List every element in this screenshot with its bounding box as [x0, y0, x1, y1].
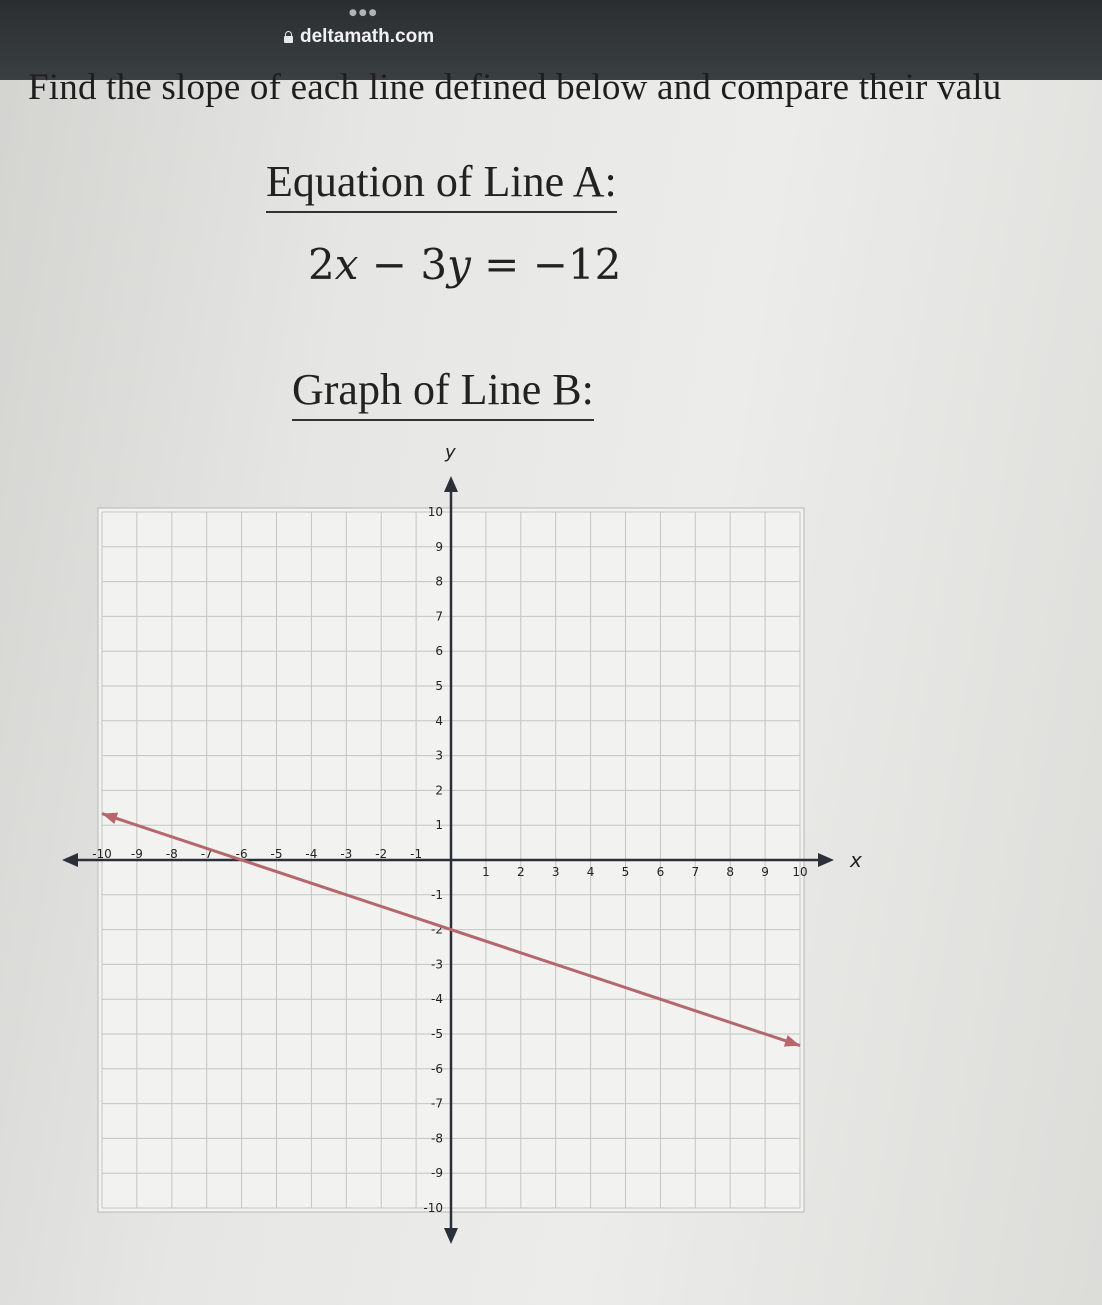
line-b-heading: Graph of Line B:	[292, 364, 594, 421]
eq-coef-x: 2	[308, 240, 335, 289]
y-tick-label: -1	[431, 887, 443, 902]
x-axis-right-arrow-icon	[818, 853, 834, 867]
url-text[interactable]: deltamath.com	[300, 26, 435, 47]
eq-var-y: y	[447, 240, 471, 289]
y-axis-down-arrow-icon	[444, 1228, 458, 1244]
y-tick-label: 10	[427, 505, 443, 519]
question-instructions: Find the slope of each line defined below and compare their valu	[28, 67, 1002, 108]
y-tick-label: 4	[435, 713, 443, 728]
x-tick-label: 5	[621, 865, 630, 879]
eq-var-x: x	[334, 240, 359, 289]
x-tick-label: -8	[165, 847, 178, 861]
x-tick-label: 6	[656, 865, 665, 879]
x-tick-label: -10	[92, 847, 112, 861]
y-tick-label: 5	[435, 679, 443, 693]
x-tick-label: 4	[586, 865, 595, 879]
x-tick-label: 7	[691, 865, 700, 879]
y-tick-label: 6	[435, 644, 443, 659]
y-tick-label: -4	[431, 992, 443, 1007]
eq-minus: −	[371, 240, 407, 289]
x-tick-label: -2	[375, 847, 388, 861]
y-tick-label: -3	[431, 957, 443, 972]
x-tick-label: -4	[305, 847, 318, 861]
eq-equals: =	[484, 240, 520, 289]
x-tick-label: -9	[130, 847, 143, 861]
x-tick-label: 3	[551, 865, 560, 879]
x-tick-label: -3	[340, 847, 353, 861]
x-tick-label: 2	[516, 865, 525, 879]
y-tick-label: 8	[435, 574, 443, 589]
y-axis-up-arrow-icon	[444, 476, 458, 492]
eq-rhs: −12	[532, 240, 622, 289]
x-tick-label: 9	[761, 865, 769, 879]
y-tick-label: 7	[435, 609, 443, 624]
y-tick-label: -6	[431, 1061, 443, 1076]
y-tick-label: -7	[431, 1096, 443, 1111]
y-tick-label: -9	[431, 1166, 443, 1181]
y-tick-label: 3	[435, 748, 443, 763]
x-tick-label: 8	[726, 865, 735, 879]
eq-coef-y: 3	[420, 240, 448, 289]
y-tick-label: 2	[435, 783, 443, 798]
x-axis-left-arrow-icon	[62, 853, 78, 867]
y-tick-label: -10	[423, 1201, 443, 1215]
y-tick-label: -8	[431, 1131, 443, 1146]
y-tick-label: 1	[435, 818, 443, 833]
x-tick-label: -7	[200, 847, 213, 861]
y-tick-label: 9	[435, 539, 443, 554]
line-a-heading: Equation of Line A:	[266, 156, 617, 213]
x-axis-label: x	[850, 848, 862, 872]
y-axis-label: y	[445, 442, 456, 463]
x-tick-label: 10	[792, 865, 808, 879]
x-tick-label: -6	[235, 847, 248, 861]
x-tick-label: 1	[482, 865, 490, 879]
y-tick-label: -5	[431, 1027, 443, 1041]
more-dots-icon[interactable]: ●●●	[349, 8, 379, 18]
x-tick-label: -5	[270, 847, 283, 861]
y-tick-label: -2	[431, 922, 443, 937]
x-tick-label: -1	[410, 847, 423, 861]
